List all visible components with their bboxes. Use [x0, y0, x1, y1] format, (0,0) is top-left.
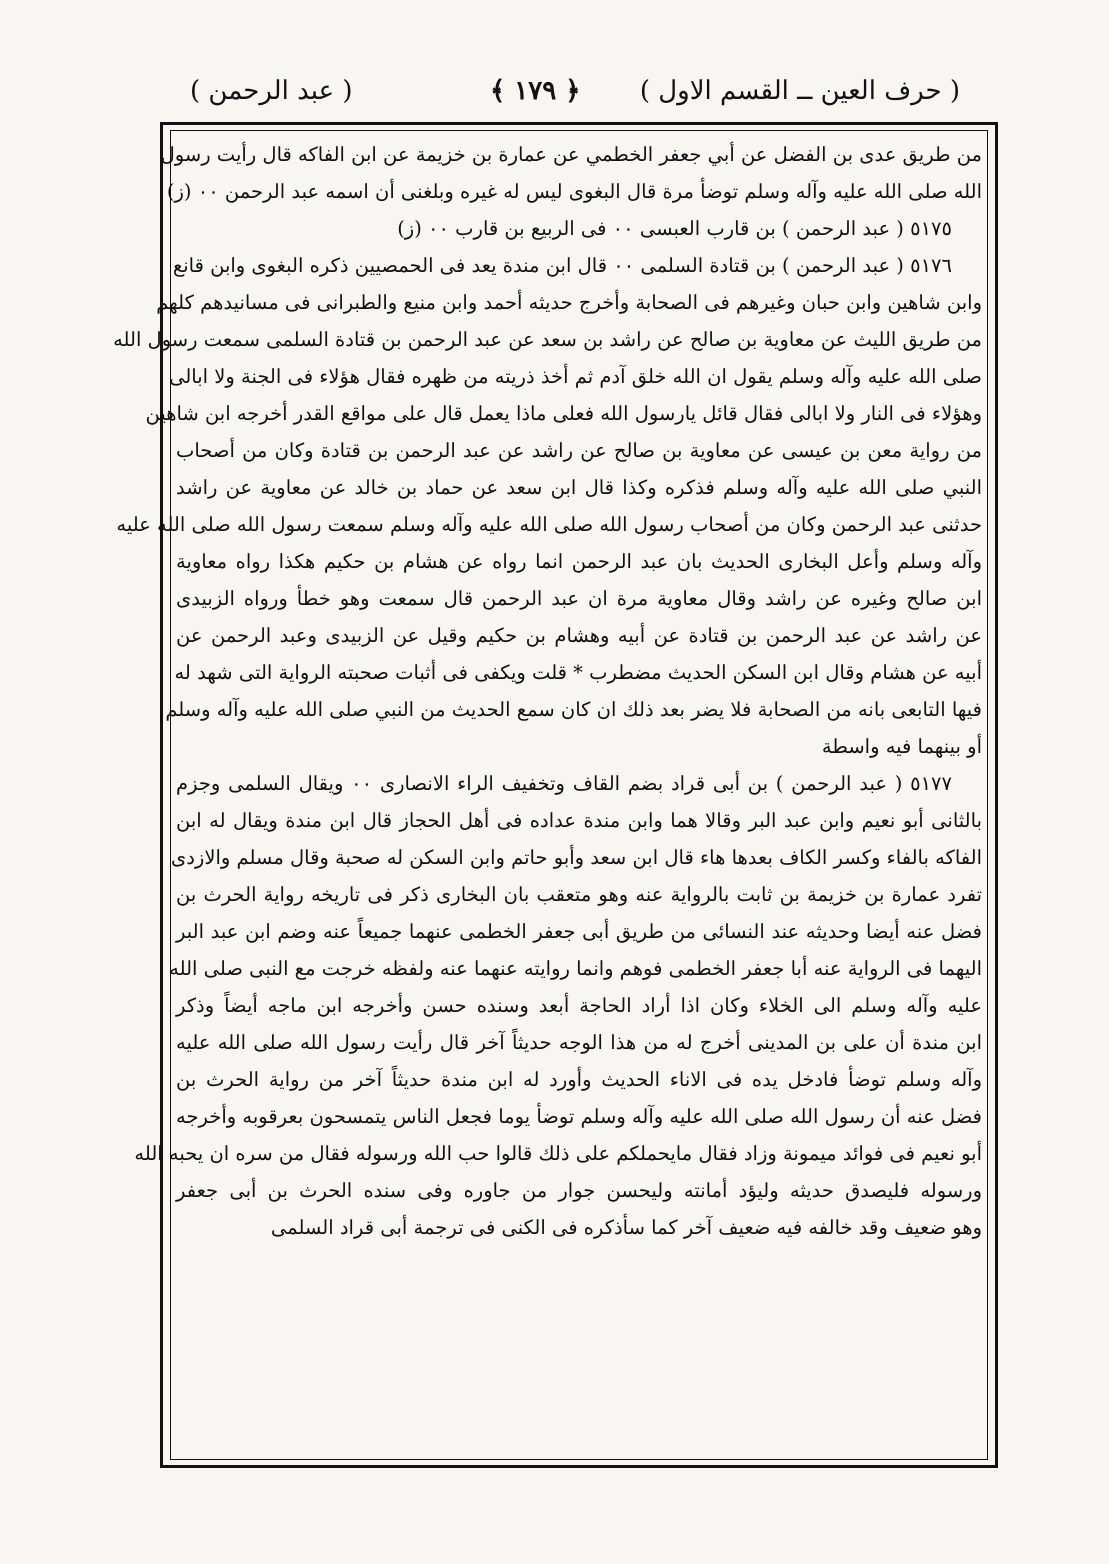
- page-header: [150, 70, 980, 122]
- text-line: تفرد عمارة بن خزيمة بن ثابت بالرواية عنه وهو متعقب بان البخارى ذكر فى تاريخه رواية الحرث بن: [176, 883, 982, 906]
- text-line: أبو نعيم فى فوائد ميمونة وزاد فقال مايحملكم على ذلك قالوا حب الله ورسوله فقال من سره ان يحبه الله: [134, 1142, 982, 1165]
- text-line: النبي صلى الله عليه وآله وسلم فذكره وكذا قال ابن سعد عن حماد بن خالد عن معاوية عن راشد: [176, 476, 982, 499]
- text-line: حدثنى عبد الرحمن وكان من أصحاب رسول الله صلى الله عليه وآله وسلم سمعت رسول الله صلى الله عليه: [116, 513, 982, 536]
- text-line: فضل عنه أن رسول الله صلى الله عليه وآله وسلم توضأ يوما فجعل الناس يتمسحون بعرقوبه وأخرجه: [176, 1105, 982, 1128]
- header-section-title: ( حرف العين ــ القسم الاول ): [639, 76, 960, 106]
- entry-line-5177: ٥١٧٧ ( عبد الرحمن ) بن أبى قراد بضم القاف وتخفيف الراء الانصارى ٠٠ ويقال السلمى وجزم: [176, 772, 952, 795]
- text-line: من طريق عدى بن الفضل عن أبي جعفر الخطمي عن عمارة بن خزيمة عن ابن الفاكه قال رأيت رسول: [160, 143, 982, 166]
- text-line: ابن صالح وغيره عن راشد وقال معاوية مرة ان عبد الرحمن قال سمعت وهو خطأ ورواه الزبيدى: [176, 587, 982, 610]
- text-line: صلى الله عليه وآله وسلم يقول ان الله خلق آدم ثم أخذ ذريته من ظهره فقال هؤلاء فى الجنة ولا ابالى: [169, 365, 982, 388]
- text-line: وآله وسلم توضأ فادخل يده فى الاناء الحديث وأورد له ابن مندة حديثاً آخر من رواية الحرث بن: [176, 1068, 982, 1091]
- text-line: وآله وسلم وأعل البخارى الحديث بان عبد الرحمن انما رواه عن هشام بن حكيم هكذا رواه معاوية: [176, 550, 982, 573]
- text-line: ابن مندة أن على بن المدينى أخرج له من هذا الوجه حديثاً آخر قال رأيت رسول الله صلى الله عليه: [176, 1031, 982, 1054]
- text-line: ورسوله فليصدق حديثه وليؤد أمانته وليحسن جوار من جاوره وفى سنده الحرث بن أبى جعفر: [176, 1179, 982, 1202]
- text-line: أبيه عن هشام وقال ابن السكن الحديث مضطرب * قلت ويكفى فى أثبات صحبته الرواية التى شهد له: [174, 661, 982, 684]
- text-line: وابن شاهين وابن حبان وغيرهم فى الصحابة وأخرج حديثه أحمد وابن منيع والطبرانى فى مسانيدهم كلهم: [156, 291, 982, 314]
- text-line: أو بينهما فيه واسطة: [821, 735, 982, 758]
- text-line: وهؤلاء فى النار ولا ابالى فقال قائل يارسول الله فعلى ماذا يعمل قال على مواقع القدر أخرجه ابن شاهين: [145, 402, 982, 425]
- text-line: عن راشد عن عبد الرحمن بن قتادة عن أبيه وهشام بن حكيم وقيل عن الزبيدى وعبد الرحمن عن: [176, 624, 982, 647]
- text-line: الله صلى الله عليه وآله وسلم توضأ مرة قال البغوى ليس له غيره وبلغنى أن اسمه عبد الرحمن ٠٠ (ز): [166, 180, 982, 203]
- page-body: [113, 136, 982, 1456]
- text-line: بالثانى أبو نعيم وابن عبد البر وقالا هما وابن مندة عداده فى أهل الحجاز قال ابن مندة ويقال له ابن: [176, 809, 982, 832]
- text-line: فيها التابعى بانه من الصحابة فلا يضر بعد ذلك ان كان سمع الحديث من النبي صلى الله عليه وآله وسلم: [165, 698, 982, 721]
- entry-line-5175: ٥١٧٥ ( عبد الرحمن ) بن قارب العبسى ٠٠ فى الربيع بن قارب ٠٠ (ز): [397, 217, 952, 240]
- text-line: عليه وآله وسلم الى الخلاء وكان اذا أراد الحاجة أبعد وسنده حسن وأخرجه ابن ماجه أيضاً وذكر: [176, 994, 982, 1017]
- text-line: وهو ضعيف وقد خالفه فيه ضعيف آخر كما سأذكره فى الكنى فى ترجمة أبى قراد السلمى: [270, 1216, 982, 1239]
- text-line: من طريق الليث عن معاوية بن صالح عن راشد بن سعد عن عبد الرحمن بن قتادة السلمى سمعت رسول الله: [113, 328, 982, 351]
- text-line: الفاكه بالفاء وكسر الكاف بعدها هاء قال ابن سعد وأبو حاتم وابن السكن له صحبة وقال مسلم والازدى: [170, 846, 982, 869]
- text-line: اليهما فى الرواية عنه أبا جعفر الخطمى فوهم وانما روايته عنهما عنه ولفظه خرجت مع النبى صلى الله: [169, 957, 982, 980]
- page-number: ﴾ ١٧٩ ﴿: [490, 76, 581, 106]
- header-entry-name: ( عبد الرحمن ): [190, 76, 353, 106]
- text-line: فضل عنه أيضا وحديثه عند النسائى من طريق أبى جعفر الخطمى عنهما جميعاً عنه وضم ابن عبد البر: [176, 920, 982, 943]
- entry-line-5176: ٥١٧٦ ( عبد الرحمن ) بن قتادة السلمى ٠٠ قال ابن مندة يعد فى الحمصيين ذكره البغوى وابن قانع: [172, 254, 952, 277]
- text-line: من رواية معن بن عيسى عن معاوية بن صالح عن راشد عن عبد الرحمن بن قتادة وكان من أصحاب: [176, 439, 982, 462]
